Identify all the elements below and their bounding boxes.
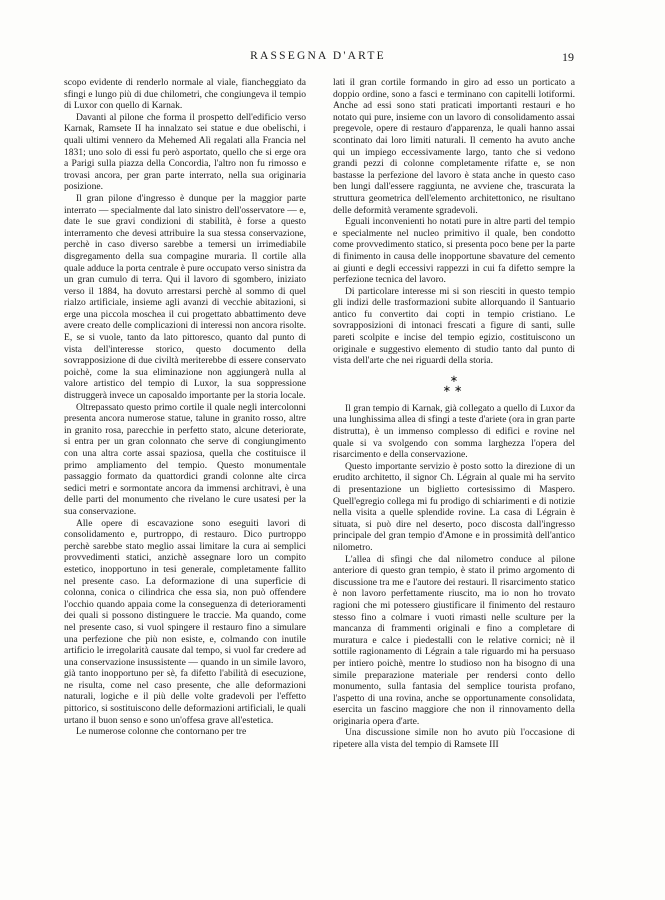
paragraph: Il gran pilone d'ingresso è dunque per la maggior parte interrato — specialmente dal lato sinistro dell'osservatore — e, date le sue gravi condizioni di stabilità, è forse a questo interramento che devesi attribuire la sua stessa conservazione, perchè in caso diverso sarebbe a temersi un irrimediabile disgregamento della sua compagine muraria. Il cortile alla quale adduce la porta centrale è pure occupato verso sinistra da un gran cumulo di terra. Qui il lavoro di sgombero, iniziato verso il 1884, ha dovuto arrestarsi perchè al sommo di quel rialzo artificiale, insieme agli avanzi di vecchie abitazioni, si erge una piccola moschea il cui progettato abbattimento deve avere creato delle complicazioni di interessi non ancora risolte. E, se si vuole, tanto da lato pittoresco, quanto dal punto di vista dell'interesse storico, questo documento della sovrapposizione di due civiltà meriterebbe di essere conservato poichè, come la sua eliminazione non aggiungerà nulla al valore artistico del tempio di Luxor, la sua soppressione distruggerà invece un caposaldo importante per la storia locale. [64, 192, 306, 402]
paragraph: Alle opere di escavazione sono eseguiti lavori di consolidamento e, purtroppo, di restauro. Dico purtroppo perchè sarebbe stato meglio assai limitare la cura ai semplici provvedimenti statici, anzichè assegnare loro un compito estetico, inopportuno in tesi generale, completamente fallito nel presente caso. La deformazione di una superficie di colonna, conica o cilindrica che essa sia, non può offendere l'occhio quando appaia come la conseguenza di deterioramenti dei quali si possono distinguere le traccie. Ma quando, come nel presente caso, si vuol spingere il restauro fino a simulare una perfezione che più non esiste, e, colmando con inutile artificio le irregolarità causate dal tempo, si vuol far credere ad una conservazione insussistente — quando in un simile lavoro, già tanto inopportuno per sè, fa difetto l'abilità di esecuzione, ne risulta, come nel caso presente, che alle deformazioni naturali, logiche e il più delle volte gradevoli per l'effetto pittorico, si sostituiscono delle deformazioni artificiali, le quali urtano il buon senso e sono un'offesa grave all'estetica. [64, 517, 306, 726]
paragraph: lati il gran cortile formando in giro ad esso un porticato a doppio ordine, sono a fasci e terminano con capitelli lotiformi. Anche ad essi sono stati praticati importanti restauri e ho notato qui pure, insieme con un lavoro di consolidamento assai pregevole, opere di restauro d'apparenza, le quali hanno assai scontinato dai loro limiti naturali. Il cemento ha avuto anche qui un impiego eccessivamente largo, tanto che si vedono grandi pezzi di colonne completamente rifatte e, se non bastasse la perfezione del lavoro è stata anche in questo caso ben lungi dall'essere raggiunta, ne avviene che, trascurata la struttura geometrica dell'elemento architettonico, ne risultano delle deformità veramente sgradevoli. [333, 77, 575, 216]
asterism-top: ∗ [449, 373, 459, 385]
page-number: 19 [562, 50, 574, 64]
paragraph: L'allea di sfingi che dal nilometro conduce al pilone anteriore di questo gran tempio, è stato il primo argomento di discussione tra me e l'autore dei restauri. Il risarcimento statico è non lavoro perfettamente riuscito, ma io non ho trovato ragioni che mi potessero giustificare il finimento del restauro stesso fino a colmare i vuoti rimasti nelle sculture per la mancanza di frammenti originali e fino a completare di muratura e calce i piedestalli con le relative cornici; nè il sottile ragionamento di Légrain a tale riguardo mi ha persuaso per intiero poichè, mentre lo studioso non ha bisogno di una simile preparazione materiale per rendersi conto dello monumento, sulla fantasia del semplice tourista profano, l'aspetto di una rovina, anche se opportunamente consolidata, esercita un fascino maggiore che non il rinnovamento della originaria opera d'arte. [333, 553, 575, 727]
right-column [333, 77, 575, 751]
asterism-bottom: ∗∗ [442, 383, 466, 395]
paragraph: Questo importante servizio è posto sotto la direzione di un erudito architetto, il signor Ch. Légrain al quale mi ha servito di presentazione un biglietto cortesissimo di Maspero. Quell'egregio collega mi fu prodigo di schiarimenti e di notizie nella visita a quelle splendide rovine. La casa di Légrain è situata, si può dire nel deserto, poco discosta dall'ingresso principale del gran tempio d'Amone e in prossimità dell'antico nilometro. [333, 460, 575, 553]
paragraph: Il gran tempio di Karnak, già collegato a quello di Luxor da una lunghissima allea di sfingi a teste d'ariete (ora in gran parte distrutta), è un immenso complesso di edifici e rovine nel quale si va svolgendo con somma larghezza l'opera del risarcimento e della conservazione. [333, 402, 575, 461]
section-separator [333, 375, 575, 395]
paragraph: Di particolare interesse mi si son riesciti in questo tempio gli indizi delle trasformazioni subite allorquando il Santuario antico fu convertito dai copti in tempio cristiano. Le sovrapposizioni di intonaci frescati a figure di santi, sulle pareti scolpite e incise del tempio egizio, costituiscono un originale e suggestivo elemento di studio tanto dal punto di vista dell'arte che nei riguardi della storia. [333, 285, 575, 367]
left-column [64, 77, 306, 738]
paragraph: Una discussione simile non ho avuto più l'occasione di ripetere alla vista del tempio di Ramsete III [333, 727, 575, 751]
journal-title: RASSEGNA D'ARTE [250, 50, 386, 62]
paragraph: Davanti al pilone che forma il prospetto dell'edificio verso Karnak, Ramsete II ha innalzato sei statue e due obelischi, i quali ultimi vennero da Mehemed Alì regalati alla Francia nel 1831; uno solo di essi fu però asportato, quello che si erge ora a Parigi sulla piazza della Concordia, l'altro non fu rimosso e trovasi ancora, per gran parte interrato, nella sua originaria posizione. [64, 111, 306, 193]
paragraph: Le numerose colonne che contornano per tre [76, 726, 247, 738]
paragraph: Oltrepassato questo primo cortile il quale negli intercolonni presenta ancora numerose statue, talune in granito rosso, altre in granito rosa, parecchie in perfetto stato, alcune deteriorate, si entra per un gran colonnato che serve di congiungimento con una altra corte assai spaziosa, quella che costituisce il primo ampliamento del tempio. Questo monumentale passaggio formato da quattordici grandi colonne alte circa sedici metri e sormontate ancora da immensi architravi, è una delle parti del monumento che rivelano le cure usatesi per la sua conservazione. [64, 401, 306, 517]
running-header [62, 50, 574, 66]
paragraph: scopo evidente di renderlo normale al viale, fiancheggiato da sfingi e lungo più di due chilometri, che congiungeva il tempio di Luxor con quello di Karnak. [64, 77, 306, 112]
asterism-mark [333, 375, 575, 395]
paragraph: Eguali inconvenienti ho notati pure in altre parti del tempio e specialmente nel nucleo primitivo il quale, ben condotto come provvedimento statico, si presenta poco bene per la parte di finimento in causa delle inopportune sbavature del cemento ai giunti e degli eccessivi rappezzi in cui fa difetto sempre la perfezione tecnica del lavoro. [333, 216, 575, 286]
